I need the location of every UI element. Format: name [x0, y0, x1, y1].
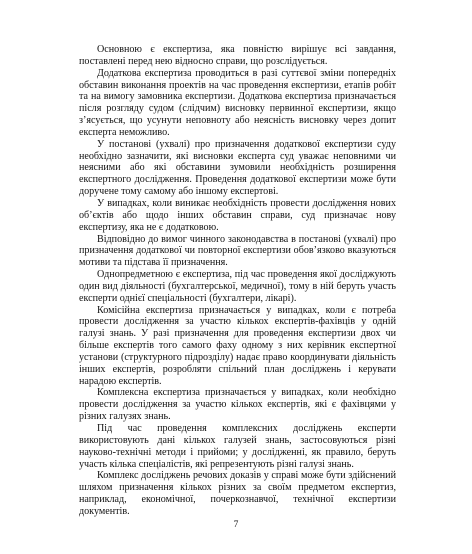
paragraph-main-expertise: Основною є експертиза, яка повністю вирішує всі завдання, поставлені перед нею відносно справи, що розслідується.	[79, 44, 396, 67]
paragraph-additional-expertise: Додаткова експертиза проводиться в разі суттєвої зміни попередніх обставин виконання проектів на час проведення експертизи, етапів робіт та на вимогу замовника експертизи. Додаткова експертиза призначається після розгляду судом (слідчим) висновку первинної експертизи, якщо з’ясується, що усунути неповноту або неясність висновку через допит експерта неможливо.	[79, 67, 396, 138]
paragraph-complex-research: Під час проведення комплексних досліджень експерти використовують дані кількох галузей знань, застосовуються різні науково-технічні методи і прийоми; у дослідженні, як правило, беруть участь кілька спеціалістів, які репрезентують різні галузі знань.	[79, 423, 396, 470]
paragraph-complex-expertise: Комплексна експертиза призначається у випадках, коли необхідно провести дослідження за участю кількох експертів, які є фахівцями у різних галузях знань.	[79, 387, 396, 423]
paragraph-court-resolution: У постанові (ухвалі) про призначення додаткової експертизи суду необхідно зазначити, які висновки експерта суд уважає неповними чи неясними або які обставини зумовили необхідність розширення експертного дослідження. Проведення додаткової експертизи може бути доручене тому самому або іншому експертові.	[79, 138, 396, 198]
page-number: 7	[233, 520, 239, 530]
paragraph-new-expertise: У випадках, коли виникає необхідність провести дослідження нових об’єктів або щодо інших обставин справи, суд призначає нову експертизу, яка не є додатковою.	[79, 197, 396, 233]
paragraph-single-subject-expertise: Однопредметною є експертиза, під час проведення якої досліджують один вид діяльності (бухгалтерської, медичної), тому в ній беруть участь експерти однієї спеціальності (бухгалтери, лікарі).	[79, 269, 396, 304]
paragraph-evidence-research: Комплекс досліджень речових доказів у справі може бути здійснений шляхом призначення кількох різних за своїм предметом експертиз, наприклад, економічної, почеркознавчої, технічної експертизи документів.	[79, 470, 396, 517]
paragraph-commission-expertise: Комісійна експертиза призначається у випадках, коли є потреба провести дослідження за участю кількох експертів-фахівців у одній галузі знань. У разі призначення для проведення експертизи двох чи більше експертів того самого фаху одному з них керівник експертної установи (структурного підрозділу) надає право координувати діяльність інших експертів, розробляти спільний план досліджень і керувати нарадою експертів.	[79, 304, 396, 387]
paragraph-legislation-requirements: Відповідно до вимог чинного законодавства в постанові (ухвалі) про призначення додаткової чи повторної експертизи обов’язково вказуються мотиви та підстава її призначення.	[79, 233, 396, 269]
